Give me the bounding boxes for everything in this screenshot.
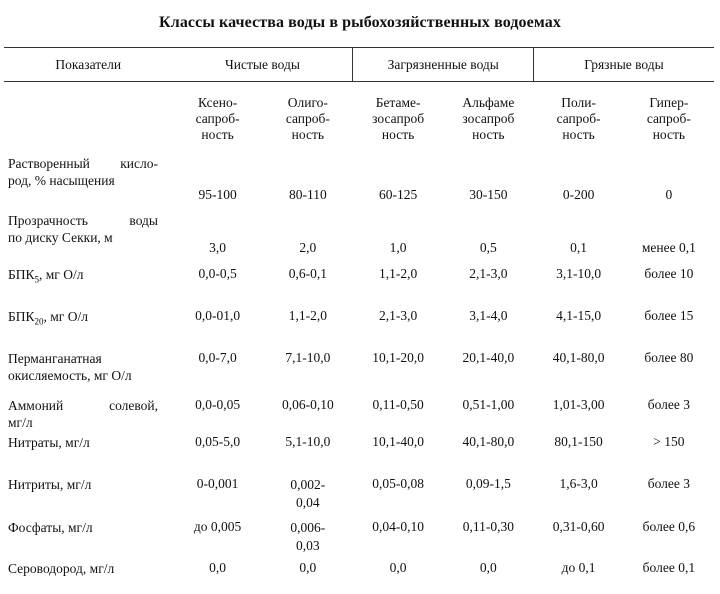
table-cell: 95-100: [198, 187, 237, 202]
table-cell: 10,1-40,0: [372, 434, 424, 449]
table-cell: 3,0: [209, 240, 227, 255]
table-cell: 0,11-0,30: [462, 519, 514, 534]
table-row: [4, 260, 714, 301]
table-cell: 20,1-40,0: [462, 350, 515, 365]
table-cell: более 3: [647, 397, 691, 412]
header-group-dirty: Грязные воды: [533, 48, 714, 82]
table-cell: 2,1-3,0: [378, 308, 418, 323]
table-cell: 3,1-4,0: [469, 308, 508, 323]
table-cell: более 15: [644, 308, 694, 323]
subheader-class-1: Ксено- сапроб- ность: [195, 94, 240, 142]
table-row: [4, 431, 714, 468]
table-cell: 3,1-10,0: [556, 266, 602, 281]
table-cell: 1,6-3,0: [559, 476, 598, 491]
row-label: $БПК_5$, мг О/л: [8, 267, 84, 285]
table-cell: 0,51-1,00: [462, 397, 515, 412]
table-cell: 1,1-2,0: [288, 308, 327, 323]
table-cell: 2,1-3,0: [469, 266, 508, 281]
table-cell: 0,5: [479, 240, 497, 255]
table-cell: 1,0: [389, 240, 407, 255]
row-label: Растворенный кисло- род, % насыщения: [8, 156, 158, 188]
table-cell: 0,31-0,60: [552, 519, 605, 534]
subheader-blank: [4, 82, 172, 156]
table-row: [4, 555, 714, 594]
table-cell: 30-150: [469, 187, 508, 202]
table-cell: до 0,005: [193, 519, 242, 534]
table-cell: 10,1-20,0: [372, 350, 424, 365]
subheader-class-5: Поли- сапроб- ность: [556, 94, 601, 142]
table-row: [4, 301, 714, 344]
table-cell: более 0,6: [642, 519, 696, 534]
table-cell: более 10: [644, 266, 694, 281]
table-cell: 0,6-0,1: [288, 266, 327, 281]
table-cell: 1,1-2,0: [378, 266, 418, 281]
table-cell: 80,1-150: [554, 434, 603, 449]
table-cell: более 0,1: [642, 560, 696, 575]
table-title: Классы качества воды в рыбохозяйственных водоемах: [159, 14, 561, 31]
table-cell: 0,006- 0,03: [290, 520, 326, 553]
table-cell: 0,05-5,0: [195, 434, 241, 449]
subheader-class-2: Олиго- сапроб- ность: [285, 94, 330, 142]
row-label: Сероводород, мг/л: [8, 561, 115, 576]
table-cell: 7,1-10,0: [285, 350, 331, 365]
subheader-row: [4, 82, 714, 156]
table-cell: > 150: [653, 434, 685, 449]
table-cell: 40,1-80,0: [552, 350, 605, 365]
row-label: $БПК_{20}$, мг О/л: [8, 309, 88, 327]
table-row: [4, 468, 714, 514]
table-cell: 0,11-0,50: [372, 397, 424, 412]
table-cell: 0-0,001: [196, 476, 239, 491]
table-cell: 0,04-0,10: [372, 519, 424, 534]
table-row: [4, 155, 714, 212]
table-cell: 80-110: [288, 187, 327, 202]
table-cell: 0,0-0,5: [198, 266, 237, 281]
table-cell: 40,1-80,0: [462, 434, 515, 449]
table-cell: 4,1-15,0: [556, 308, 602, 323]
table-row: [4, 212, 714, 260]
row-label: Прозрачность воды по диску Секки, м: [8, 213, 158, 245]
row-label: Фосфаты, мг/л: [8, 520, 93, 535]
subheader-class-3: Бетаме- зосапроб ность: [372, 94, 425, 142]
table-cell: более 80: [644, 350, 694, 365]
table-cell: 0,0-7,0: [198, 350, 237, 365]
table-cell: менее 0,1: [641, 240, 696, 255]
header-indicator: Показатели: [4, 48, 172, 82]
table-cell: 0,05-0,08: [372, 476, 424, 491]
table-cell: 0-200: [562, 187, 595, 202]
table-cell: 0: [665, 187, 673, 202]
table-cell: 60-125: [378, 187, 418, 202]
header-group-clean: Чистые воды: [172, 48, 353, 82]
table-cell: до 0,1: [561, 560, 596, 575]
header-group-polluted: Загрязненные воды: [353, 48, 534, 82]
table-cell: 0,002- 0,04: [290, 477, 326, 510]
table-cell: 0,0-01,0: [195, 308, 241, 323]
table-cell: 5,1-10,0: [285, 434, 331, 449]
row-label: Аммоний солевой, мг/л: [8, 398, 158, 430]
table-cell: 0,06-0,10: [281, 397, 334, 412]
row-label: Нитриты, мг/л: [8, 477, 92, 492]
table-cell: 0,0: [479, 560, 497, 575]
header-row: [4, 48, 714, 82]
table-row: [4, 393, 714, 431]
table-cell: 0,0-0,05: [195, 397, 241, 412]
table-cell: 1,01-3,00: [552, 397, 605, 412]
table-cell: 0,0: [389, 560, 407, 575]
subheader-class-4: Альфаме зосапроб ность: [462, 94, 515, 142]
table-cell: 0,0: [209, 560, 227, 575]
table-row: [4, 344, 714, 393]
water-quality-table: [4, 47, 714, 594]
table-row: [4, 514, 714, 555]
table-cell: 0,0: [299, 560, 317, 575]
subheader-class-6: Гипер- сапроб- ность: [646, 94, 691, 142]
row-label: Нитраты, мг/л: [8, 435, 90, 450]
table-cell: 0,1: [570, 240, 588, 255]
row-label: Перманганатная окисляемость, мг О/л: [8, 351, 132, 383]
table-cell: более 3: [647, 476, 691, 491]
table-cell: 0,09-1,5: [465, 476, 511, 491]
table-cell: 2,0: [299, 240, 317, 255]
